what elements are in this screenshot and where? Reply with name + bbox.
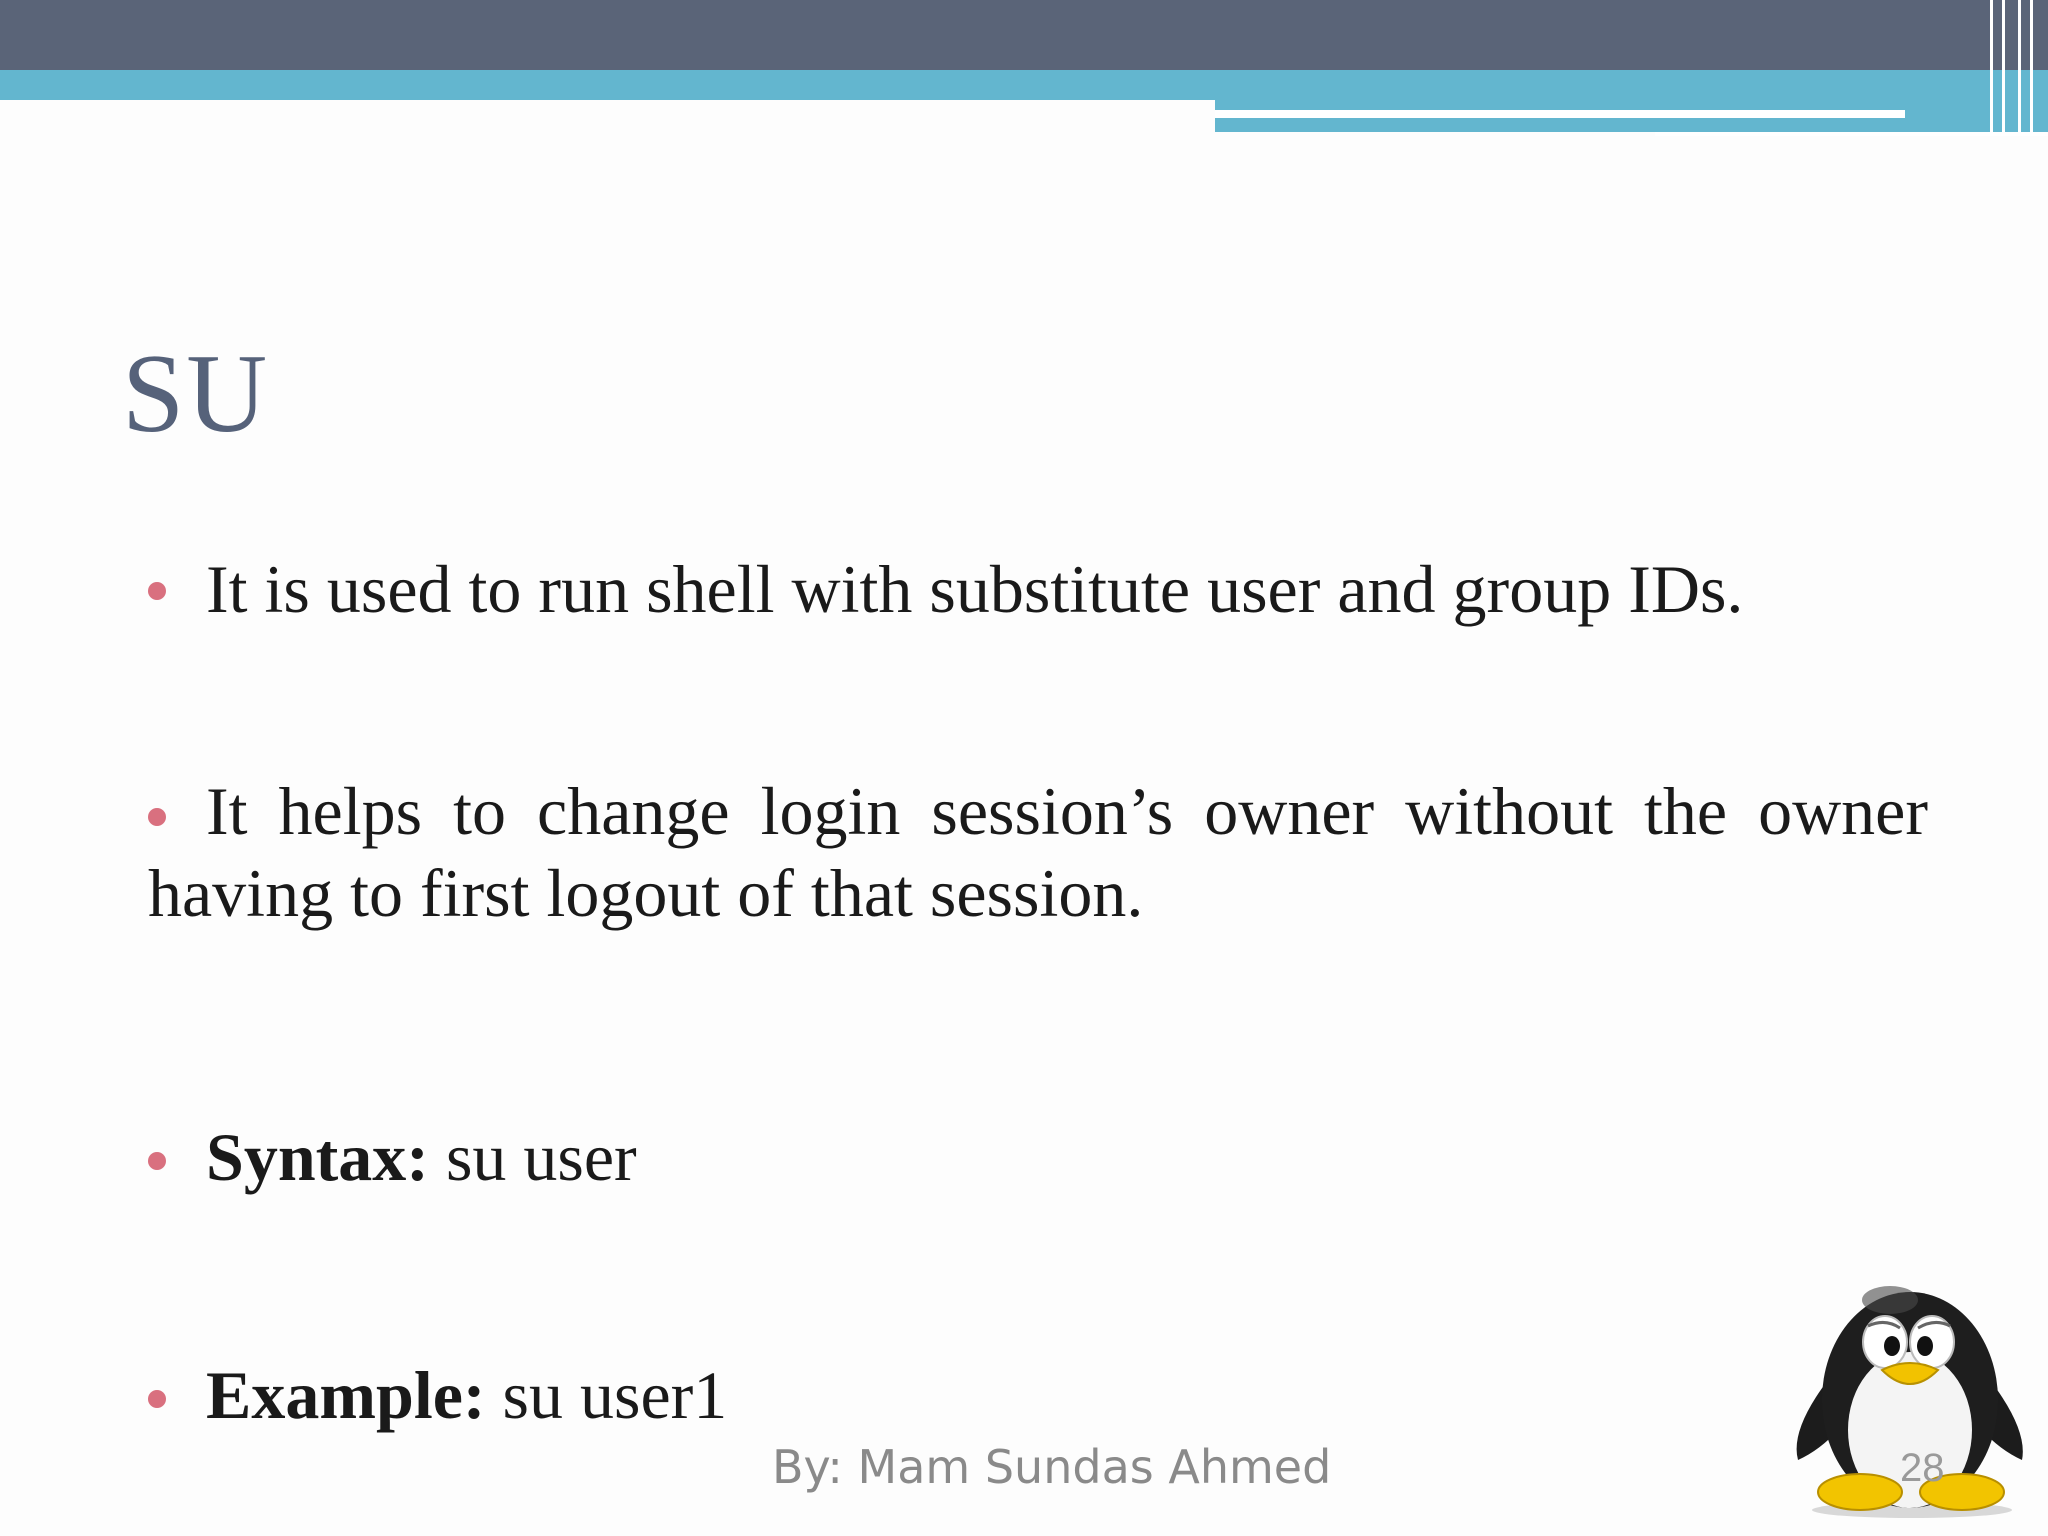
syntax-label: Syntax: xyxy=(206,1119,429,1195)
header-band-dark xyxy=(0,0,2048,70)
slide-title: SU xyxy=(122,332,270,456)
bullet-item: It is used to run shell with substitute user and group IDs. xyxy=(206,551,1744,627)
bullet-dot xyxy=(148,1152,166,1170)
header-strip xyxy=(2018,0,2021,136)
bullet-item xyxy=(206,1116,637,1198)
header-band-cyan-right xyxy=(1215,70,2048,132)
footer-author: By: Mam Sundas Ahmed xyxy=(772,1440,1332,1494)
header-strip xyxy=(2002,0,2005,136)
page-number: 28 xyxy=(1900,1446,1945,1490)
syntax-value: su user xyxy=(428,1119,637,1195)
header-strip xyxy=(2030,0,2033,136)
example-value: su user1 xyxy=(485,1357,728,1433)
example-label: Example: xyxy=(206,1357,486,1433)
header-accent-line xyxy=(1215,110,1905,118)
bullet-dot xyxy=(148,582,166,600)
header-band-cyan xyxy=(0,70,1215,100)
bullet-item xyxy=(148,770,1928,934)
header-strip xyxy=(1990,0,1993,136)
bullet-item-text: It helps to change login session’s owner without the owner having to first logout of that session. xyxy=(148,773,1928,931)
bullet-item xyxy=(206,1354,727,1436)
bullet-dot xyxy=(148,1390,166,1408)
